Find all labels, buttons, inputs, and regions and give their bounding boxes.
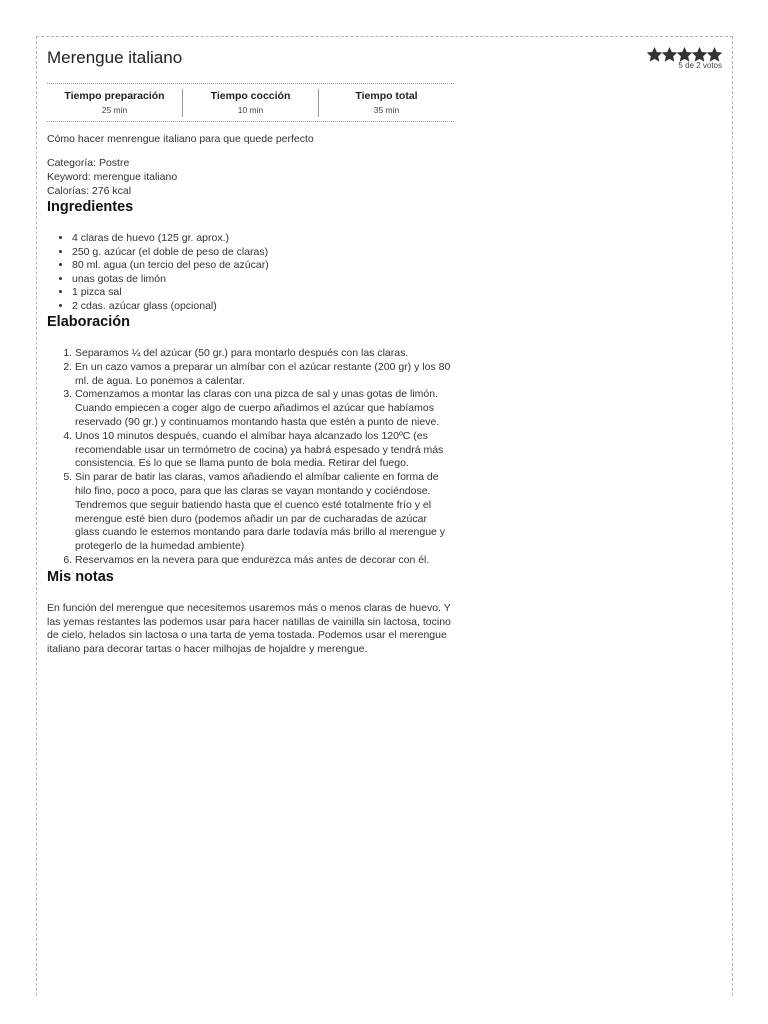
star-icon[interactable] [677,47,692,62]
time-cook-label: Tiempo cocción [210,90,291,102]
star-icon[interactable] [662,47,677,62]
recipe-category: Categoría: Postre [47,157,130,169]
step-item: 5. Sin parar de batir las claras, vamos añadiendo el almíbar caliente en forma de hilo fino, poco a poco, para que las claras se vayan montando y cociéndose. Tendremos que seguir batiendo hasta que el cuenco esté totalmente frío y el merengue esté bien duro (podemos añadir un par de cucharadas de azúcar glass cuando le estemos montando para darle todavía más brillo al merengue y protegerlo de la humedad ambiente) [75,471,454,554]
step-item: 2. En un cazo vamos a preparar un almíbar con el azúcar restante (200 gr) y los 80 ml. de agua. Lo ponemos a calentar. [75,361,454,389]
steps-list [47,347,454,568]
time-cook-value: 10 min [237,105,264,115]
step-item: 6. Reservamos en la nevera para que endurezca más antes de decorar con él. [75,554,454,568]
ingredient-item: • 80 ml. agua (un tercio del peso de azúcar) [72,259,454,273]
recipe-times [47,83,454,122]
step-item: 4. Unos 10 minutos después, cuando el almíbar haya alcanzado los 120ºC (es recomendable usar un termómetro de cocina) ya habrá espesado y tendrá más consistencia. Es lo que se llama punto de bola media. Retirar del fuego. [75,430,454,471]
time-total-label: Tiempo total [355,90,418,102]
rating-text: 5 de 2 votos [678,61,722,70]
recipe-card [36,36,733,996]
recipe-meta [47,156,454,198]
step-item: 3. Comenzamos a montar las claras con una pizca de sal y unas gotas de limón. Cuando empiecen a coger algo de cuerpo añadimos el azúcar que habíamos reservado (90 gr.) y continuamos montando hasta que estén a punto de nieve. [75,388,454,429]
star-icon[interactable] [647,47,662,62]
time-total-value: 35 min [373,105,400,115]
ingredient-item: • 1 pizca sal [72,286,454,300]
ingredient-item: • unas gotas de limón [72,273,454,287]
time-prep-label: Tiempo preparación [64,90,165,102]
notes-heading: Mis notas [47,568,114,585]
steps-heading: Elaboración [47,314,130,330]
time-prep [47,89,182,117]
ingredient-item: • 250 g. azúcar (el doble de peso de claras) [72,246,454,260]
ingredient-item: • 4 claras de huevo (125 gr. aprox.) [72,232,454,246]
step-item: 1. Separamos ¼ del azúcar (50 gr.) para montarlo después con las claras. [75,347,454,361]
recipe-summary: Cómo hacer menrengue italiano para que quede perfecto [47,133,314,145]
recipe-keyword: Keyword: merengue italiano [47,171,178,183]
notes-text: En función del merengue que necesitemos usaremos más o menos claras de huevo. Y las yemas restantes las podemos usar para hacer natillas de vainilla sin lactosa, tocino de cielo, helados sin lactosa o una tarta de yema tostada. Podemos usar el merengue italiano para decorar tartas o hacer milhojas de hojaldre y merengue. [47,601,451,656]
time-cook [182,89,318,117]
ingredient-item: • 2 cdas. azúcar glass (opcional) [72,300,454,314]
ingredients-heading: Ingredientes [47,199,134,215]
rating-stars[interactable] [647,47,722,62]
ingredients-list [47,232,454,313]
recipe-title: Merengue italiano [47,48,183,67]
rating [647,47,722,70]
time-total [318,89,454,117]
recipe-calories: Calorías: 276 kcal [47,185,132,197]
recipe-content [47,83,454,657]
time-prep-value: 25 min [101,105,128,115]
star-icon[interactable] [692,47,707,62]
star-icon[interactable] [707,47,722,62]
